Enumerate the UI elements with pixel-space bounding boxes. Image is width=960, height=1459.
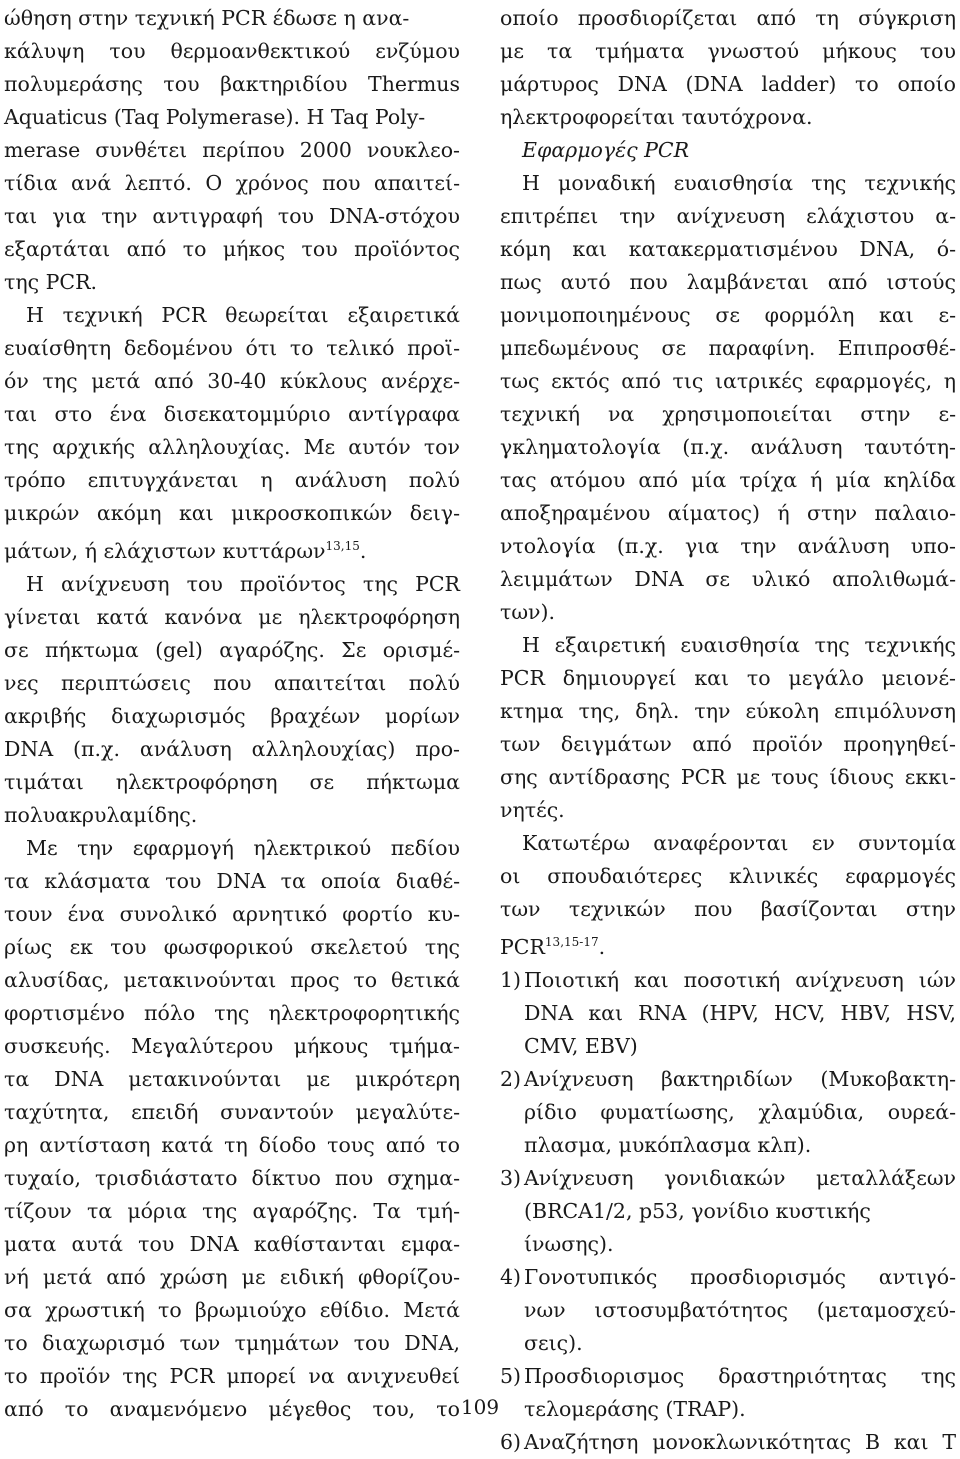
list-line: Προσδιορισμος δραστηριότητας της [524,1363,956,1388]
text-line: των). [500,600,556,624]
text-line: πως αυτό που λαμβάνεται από ιστούς [500,270,956,294]
list-line: ρίδιο φυματίωσης, χλαμύδια, ουρεά- [524,1099,956,1124]
text-line: μάρτυρος DNA (DNA ladder) το οποίο [500,72,956,96]
text-line: μονιμοποιημένους σε φορμόλη και ε- [500,303,956,327]
text-line: ταχύτητα, επειδή συναντούν μεγαλύτε- [4,1099,460,1124]
text-line: των τεχνικών που βασίζονται στην [500,897,956,921]
text-line: Aquaticus (Taq Polymerase). Η Taq Poly- [4,105,426,129]
text-line: ματα αυτά του DNA καθίστανται εμφα- [4,1231,460,1256]
list-item [500,1426,956,1459]
text-line: φορτισμένο πόλο της ηλεκτροφορητικής [4,1000,460,1025]
text-line: αλυσίδας, μετακινούνται προς το θετικά [4,967,460,992]
text-line: επιτρέπει την ανίχνευση ελάχιστου α- [500,204,956,228]
list-line: (BRCA1/2, p53, γονίδιο κυστικής ίνωσης). [524,1198,871,1256]
text-line: συσκευής. Μεγαλύτερου μήκους τμήμα- [4,1033,460,1058]
list-line: DNA και RNA (HPV, HCV, HBV, HSV, [524,1000,956,1025]
text-line: ρη αντίσταση κατά τη δίοδο τους από το [4,1132,460,1157]
list-number: 6) [500,1429,522,1454]
text-line: το προϊόν της PCR μπορεί να ανιχνευθεί [4,1363,460,1388]
text-line: PCR$^{13,15-17}$. [500,934,606,959]
text-line: Κατωτέρω αναφέρονται εν συντομία [522,831,956,855]
text-line: νες περιπτώσεις που απαιτείται πολύ [4,670,460,695]
list-line: νων ιστοσυμβατότητος (μεταμοσχεύ- [524,1297,956,1322]
text-line: ται στο ένα δισεκατομμύριο αντίγραφα [4,402,460,426]
text-line: με τα τμήματα γνωστού μήκους του [500,39,956,63]
text-line: πολυακρυλαμίδης. [4,802,198,827]
text-line: μικρών ακόμη και μικροσκοπικών δειγ- [4,501,460,525]
list-line: Αναζήτηση μονοκλωνικότητας Β και Τ [524,1429,956,1454]
list-line: Ανίχνευση γονιδιακών μεταλλάξεων [524,1165,956,1190]
text-line: ρίως εκ του φωσφορικού σκελετού της [4,934,460,959]
text-line: μπεδωμένους σε παραφίνη. Επιπροσθέ- [500,336,956,360]
text-line: τυχαίο, τρισδιάστατο δίκτυο που σχημα- [4,1165,460,1190]
text-line: Η τεχνική PCR θεωρείται εξαιρετικά [26,303,460,327]
text-line: ακριβής διαχωρισμός βραχέων μορίων [4,703,460,728]
list-item [500,964,956,1063]
text-line: το διαχωρισμό των τμημάτων του DNA, [4,1330,460,1355]
text-line: νητές. [500,798,565,822]
text-line: οι σπουδαιότερες κλινικές εφαρμογές [500,864,956,888]
text-line: ώθηση στην τεχνική PCR έδωσε η ανα- [4,6,410,30]
applications-heading: Εφαρμογές PCR [522,138,690,162]
text-line: μάτων, ή ελάχιστων κυττάρων$^{13,15}$. [4,538,367,563]
text-line: Η εξαιρετική ευαισθησία της τεχνικής [522,633,956,657]
text-line: τίζουν τα μόρια της αγαρόζης. Τα τμή- [4,1198,460,1223]
text-line: σα χρωστική το βρωμιούχο εθίδιο. Μετά [4,1297,460,1322]
text-line: merase συνθέτει περίπου 2000 νουκλεο- [4,138,460,162]
text-line: ηλεκτροφορείται ταυτόχρονα. [500,105,813,129]
list-line: πλασμα, μυκόπλασμα κλπ). [524,1132,812,1157]
text-line: αποξηραμένου αίματος) ή στην παλαιο- [500,501,956,525]
text-line: κόμη και κατακερματισμένου DNA, ό- [500,237,956,261]
text-line: τιμάται ηλεκτροφόρηση σε πήκτωμα [4,769,460,794]
text-line: της PCR. [4,270,98,294]
list-number: 2) [500,1066,522,1091]
text-line: γκληματολογία (π.χ. ανάλυση ταυτότη- [500,435,956,459]
text-line: σε πήκτωμα (gel) αγαρόζης. Σε ορισμέ- [4,637,460,662]
text-line: γίνεται κατά κανόνα με ηλεκτροφόρηση [4,604,460,629]
list-number: 1) [500,967,522,992]
right-column [500,2,956,1459]
citation-superscript: 13,15-17 [544,935,599,949]
text-line: τίδια ανά λεπτό. Ο χρόνος που απαιτεί- [4,171,460,195]
list-item [500,1261,956,1360]
list-item [500,1162,956,1261]
text-line: όν της μετά από 30-40 κύκλους ανέρχε- [4,369,460,393]
text-line: των δειγμάτων από προϊόν προηγηθεί- [500,732,956,756]
text-line: τα κλάσματα του DNA τα οποία διαθέ- [4,868,460,893]
text-line: τεχνική να χρησιμοποιείται στην ε- [500,402,956,426]
right-column-top [500,2,956,134]
list-line: Ανίχνευση βακτηριδίων (Μυκοβακτη- [524,1066,956,1091]
list-item [500,1063,956,1162]
text-line: τουν ένα συνολικό αρνητικό φορτίο κυ- [4,901,460,926]
text-line: από το αναμενόμενο μέγεθος του, το [4,1396,460,1421]
list-line: Γονοτυπικός προσδιορισμός αντιγό- [524,1264,956,1289]
text-line: πολυμεράσης του βακτηριδίου Thermus [4,72,460,96]
text-line: τας ατόμου από μία τρίχα ή μία κηλίδα [500,468,956,492]
text-line: λειμμάτων DNA σε υλικό απολιθωμά- [500,567,956,591]
text-line: Η ανίχνευση του προϊόντος της PCR [26,571,460,596]
list-line: τελομεράσης (TRAP). [524,1396,746,1421]
list-number: 5) [500,1363,522,1388]
text-line: κτημα της, δηλ. την εύκολη επιμόλυνση [500,699,956,723]
text-line: της αρχικής αλληλουχίας. Με αυτόν τον [4,435,460,459]
text-line: DNA (π.χ. ανάλυση αλληλουχίας) προ- [4,736,460,761]
left-column [4,2,460,1426]
text-line: τρόπο επιτυγχάνεται η ανάλυση πολύ [4,468,460,492]
list-number: 3) [500,1165,522,1190]
page-number: 109 [460,1395,500,1419]
citation-superscript: 13,15 [325,539,360,553]
text-line: ευαίσθητη δεδομένου ότι το τελικό προϊ- [4,336,460,360]
list-line: σεις). [524,1330,583,1355]
text-line: οποίο προσδιορίζεται από τη σύγκριση [500,6,956,30]
text-line: Η μοναδική ευαισθησία της τεχνικής [522,171,956,195]
text-line: ται για την αντιγραφή του DNA-στόχου [4,204,460,228]
text-line: τως εκτός από τις ιατρικές εφαρμογές, η [500,369,956,393]
text-line: νή μετά από χρώση με ειδική φθορίζου- [4,1264,460,1289]
text-line: PCR δημιουργεί και το μεγάλο μειονέ- [500,666,956,690]
text-line: εξαρτάται από το μήκος του προϊόντος [4,237,460,261]
list-line: CMV, EBV) [524,1033,638,1058]
text-line: τα DNA μετακινούνται με μικρότερη [4,1066,460,1091]
text-line: Με την εφαρμογή ηλεκτρικού πεδίου [26,835,460,860]
right-column-body [500,167,956,964]
text-line: σης αντίδρασης PCR με τους ίδιους εκκι- [500,765,956,789]
text-line: κάλυψη του θερμοανθεκτικού ενζύμου [4,39,460,63]
list-line: Ποιοτική και ποσοτική ανίχνευση ιών [524,967,956,992]
applications-list [500,964,956,1459]
text-line: ντολογία (π.χ. για την ανάλυση υπο- [500,534,956,558]
list-number: 4) [500,1264,522,1289]
